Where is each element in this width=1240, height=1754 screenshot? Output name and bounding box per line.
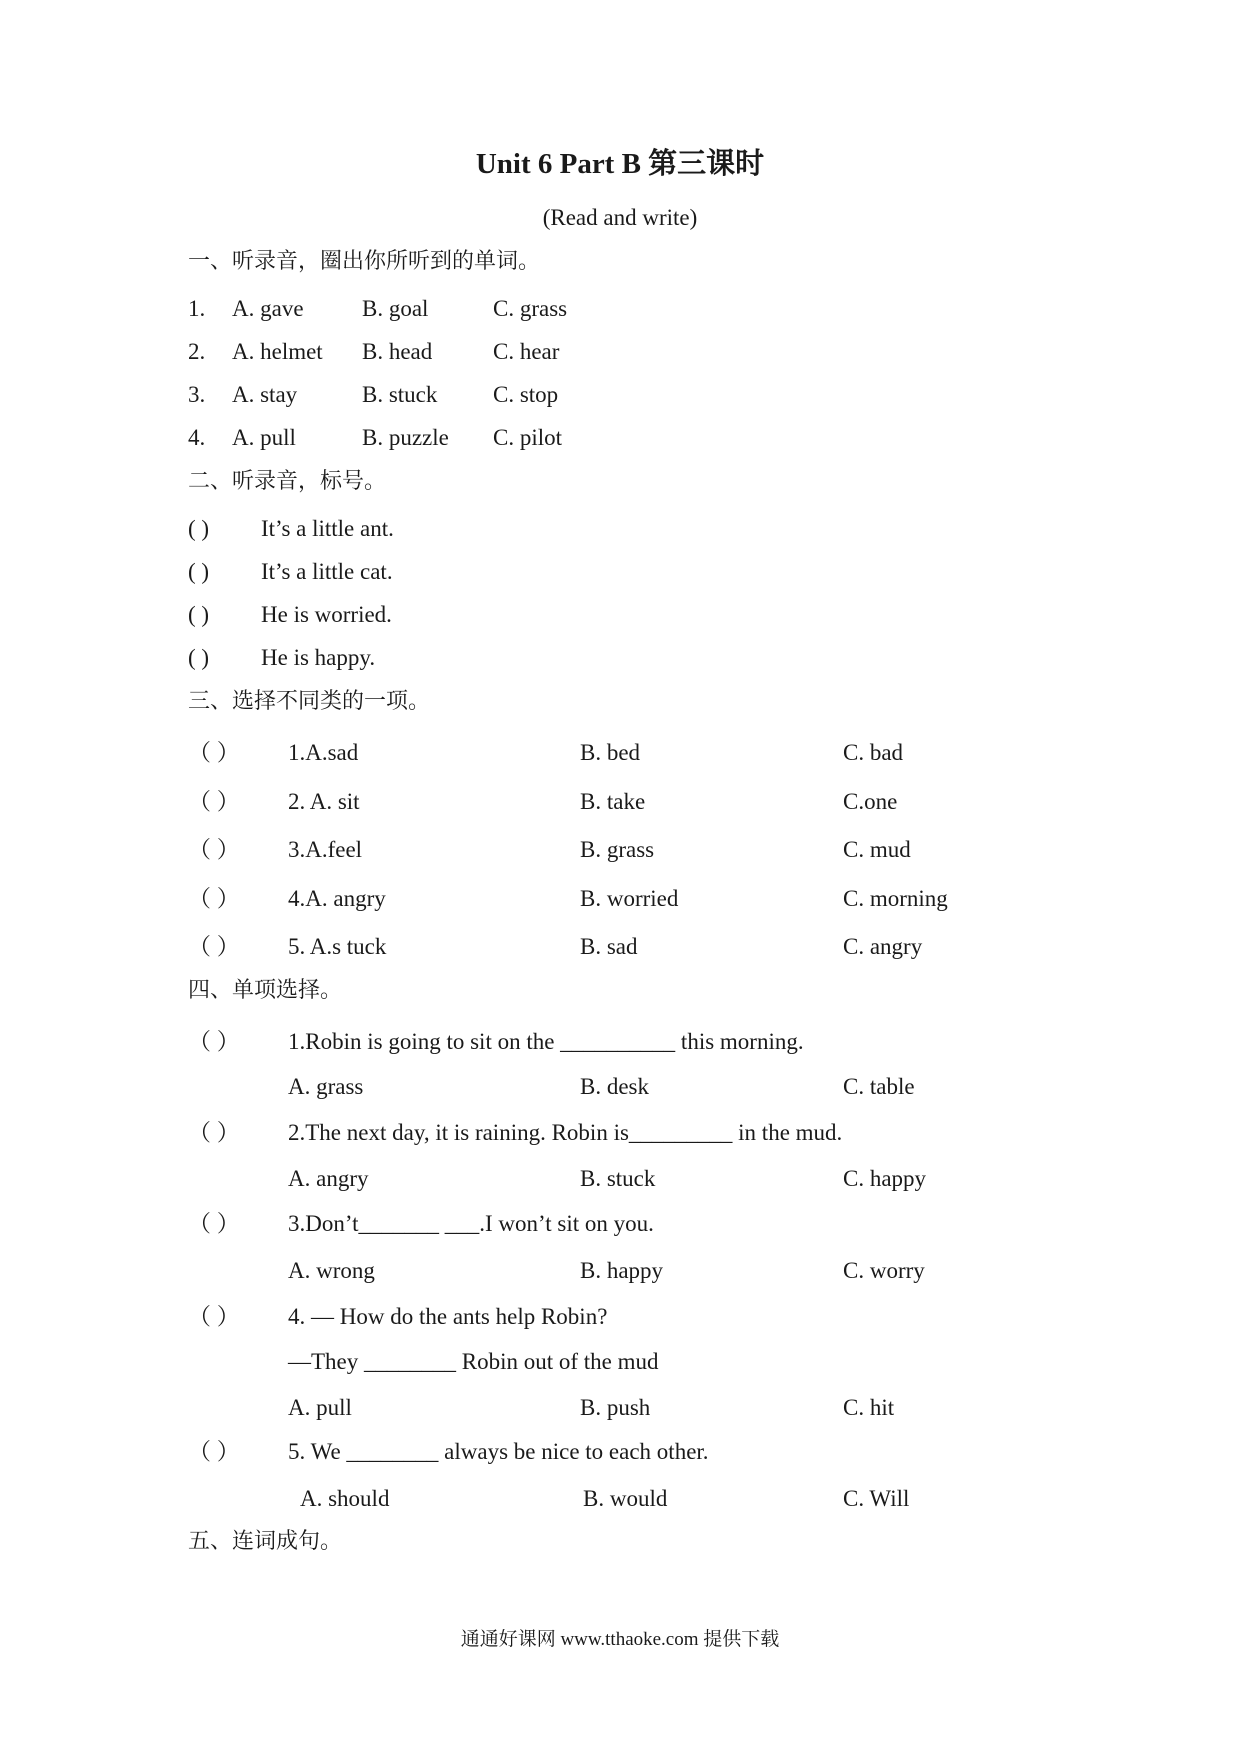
item-text: He is happy. <box>261 645 376 670</box>
option-b: B. push <box>580 1395 651 1420</box>
question-text: 2.The next day, it is raining. Robin is_________ in the mud. <box>288 1120 843 1145</box>
item-number: 1. <box>188 296 206 321</box>
page-footer: 通通好课网 www.tthaoke.com 提供下载 <box>460 1629 780 1650</box>
question-text: 3.Don’t_______ ___.I won’t sit on you. <box>288 1211 654 1236</box>
option-b: B. goal <box>362 296 429 321</box>
answer-paren: （ ） <box>188 837 240 862</box>
option-a: A. helmet <box>232 339 323 364</box>
answer-paren: （ ） <box>188 740 240 765</box>
option-c: C. grass <box>493 296 568 321</box>
item-text: He is worried. <box>261 602 392 627</box>
option-c: C. happy <box>843 1166 927 1191</box>
option-b: B. bed <box>580 740 641 765</box>
option-c: C. angry <box>843 934 923 959</box>
answer-paren: （ ） <box>188 1029 240 1054</box>
answer-paren: （ ） <box>188 886 240 911</box>
option-a: 5. A.s tuck <box>288 934 387 959</box>
option-c: C. pilot <box>493 425 563 450</box>
question-text: 1.Robin is going to sit on the __________ this morning. <box>288 1029 804 1054</box>
option-c: C. worry <box>843 1258 925 1283</box>
option-a: A. should <box>300 1486 390 1511</box>
item-number: 4. <box>188 425 206 450</box>
item-number: 3. <box>188 382 206 407</box>
option-a: 1.A.sad <box>288 740 359 765</box>
item-text: It’s a little cat. <box>261 559 393 584</box>
answer-paren: （ ） <box>188 1439 240 1464</box>
option-a: 4.A. angry <box>288 886 386 911</box>
option-c: C. hear <box>493 339 560 364</box>
option-c: C. hit <box>843 1395 895 1420</box>
answer-paren: ( ) <box>188 559 210 584</box>
option-c: C. bad <box>843 740 904 765</box>
answer-paren: （ ） <box>188 1211 240 1236</box>
option-b: B. take <box>580 789 646 814</box>
option-a: A. angry <box>288 1166 369 1191</box>
option-a: 2. A. sit <box>288 789 360 814</box>
section5-heading: 五、连词成句。 <box>188 1529 343 1554</box>
option-a: 3.A.feel <box>288 837 363 862</box>
option-b: B. would <box>583 1486 668 1511</box>
answer-paren: （ ） <box>188 934 240 959</box>
answer-paren: （ ） <box>188 1120 240 1145</box>
option-c: C. mud <box>843 837 911 862</box>
option-b: B. worried <box>580 886 679 911</box>
option-b: B. desk <box>580 1074 649 1099</box>
option-c: C. table <box>843 1074 915 1099</box>
option-c: C. stop <box>493 382 559 407</box>
question-text: 4. — How do the ants help Robin? <box>288 1304 608 1329</box>
option-b: B. head <box>362 339 433 364</box>
option-c: C. morning <box>843 886 948 911</box>
question-text-line2: —They ________ Robin out of the mud <box>288 1349 659 1374</box>
option-b: B. stuck <box>580 1166 656 1191</box>
option-b: B. puzzle <box>362 425 449 450</box>
option-a: A. stay <box>232 382 298 407</box>
section4-heading: 四、单项选择。 <box>188 978 343 1003</box>
answer-paren: ( ) <box>188 516 210 541</box>
item-text: It’s a little ant. <box>261 516 394 541</box>
option-b: B. happy <box>580 1258 664 1283</box>
option-a: A. pull <box>288 1395 352 1420</box>
option-a: A. wrong <box>288 1258 375 1283</box>
answer-paren: （ ） <box>188 789 240 814</box>
option-a: A. gave <box>232 296 304 321</box>
answer-paren: ( ) <box>188 602 210 627</box>
option-a: A. pull <box>232 425 296 450</box>
option-b: B. sad <box>580 934 638 959</box>
section3-heading: 三、选择不同类的一项。 <box>188 689 431 714</box>
section2-heading: 二、听录音，标号。 <box>188 469 387 494</box>
option-c: C.one <box>843 789 898 814</box>
item-number: 2. <box>188 339 206 364</box>
section1-heading: 一、听录音，圈出你所听到的单词。 <box>188 249 541 274</box>
page-subtitle: (Read and write) <box>542 205 698 230</box>
answer-paren: ( ) <box>188 645 210 670</box>
option-b: B. stuck <box>362 382 438 407</box>
option-a: A. grass <box>288 1074 364 1099</box>
answer-paren: （ ） <box>188 1304 240 1329</box>
option-c: C. Will <box>843 1486 910 1511</box>
page-title: Unit 6 Part B 第三课时 <box>475 148 765 180</box>
option-b: B. grass <box>580 837 655 862</box>
question-text: 5. We ________ always be nice to each other. <box>288 1439 709 1464</box>
